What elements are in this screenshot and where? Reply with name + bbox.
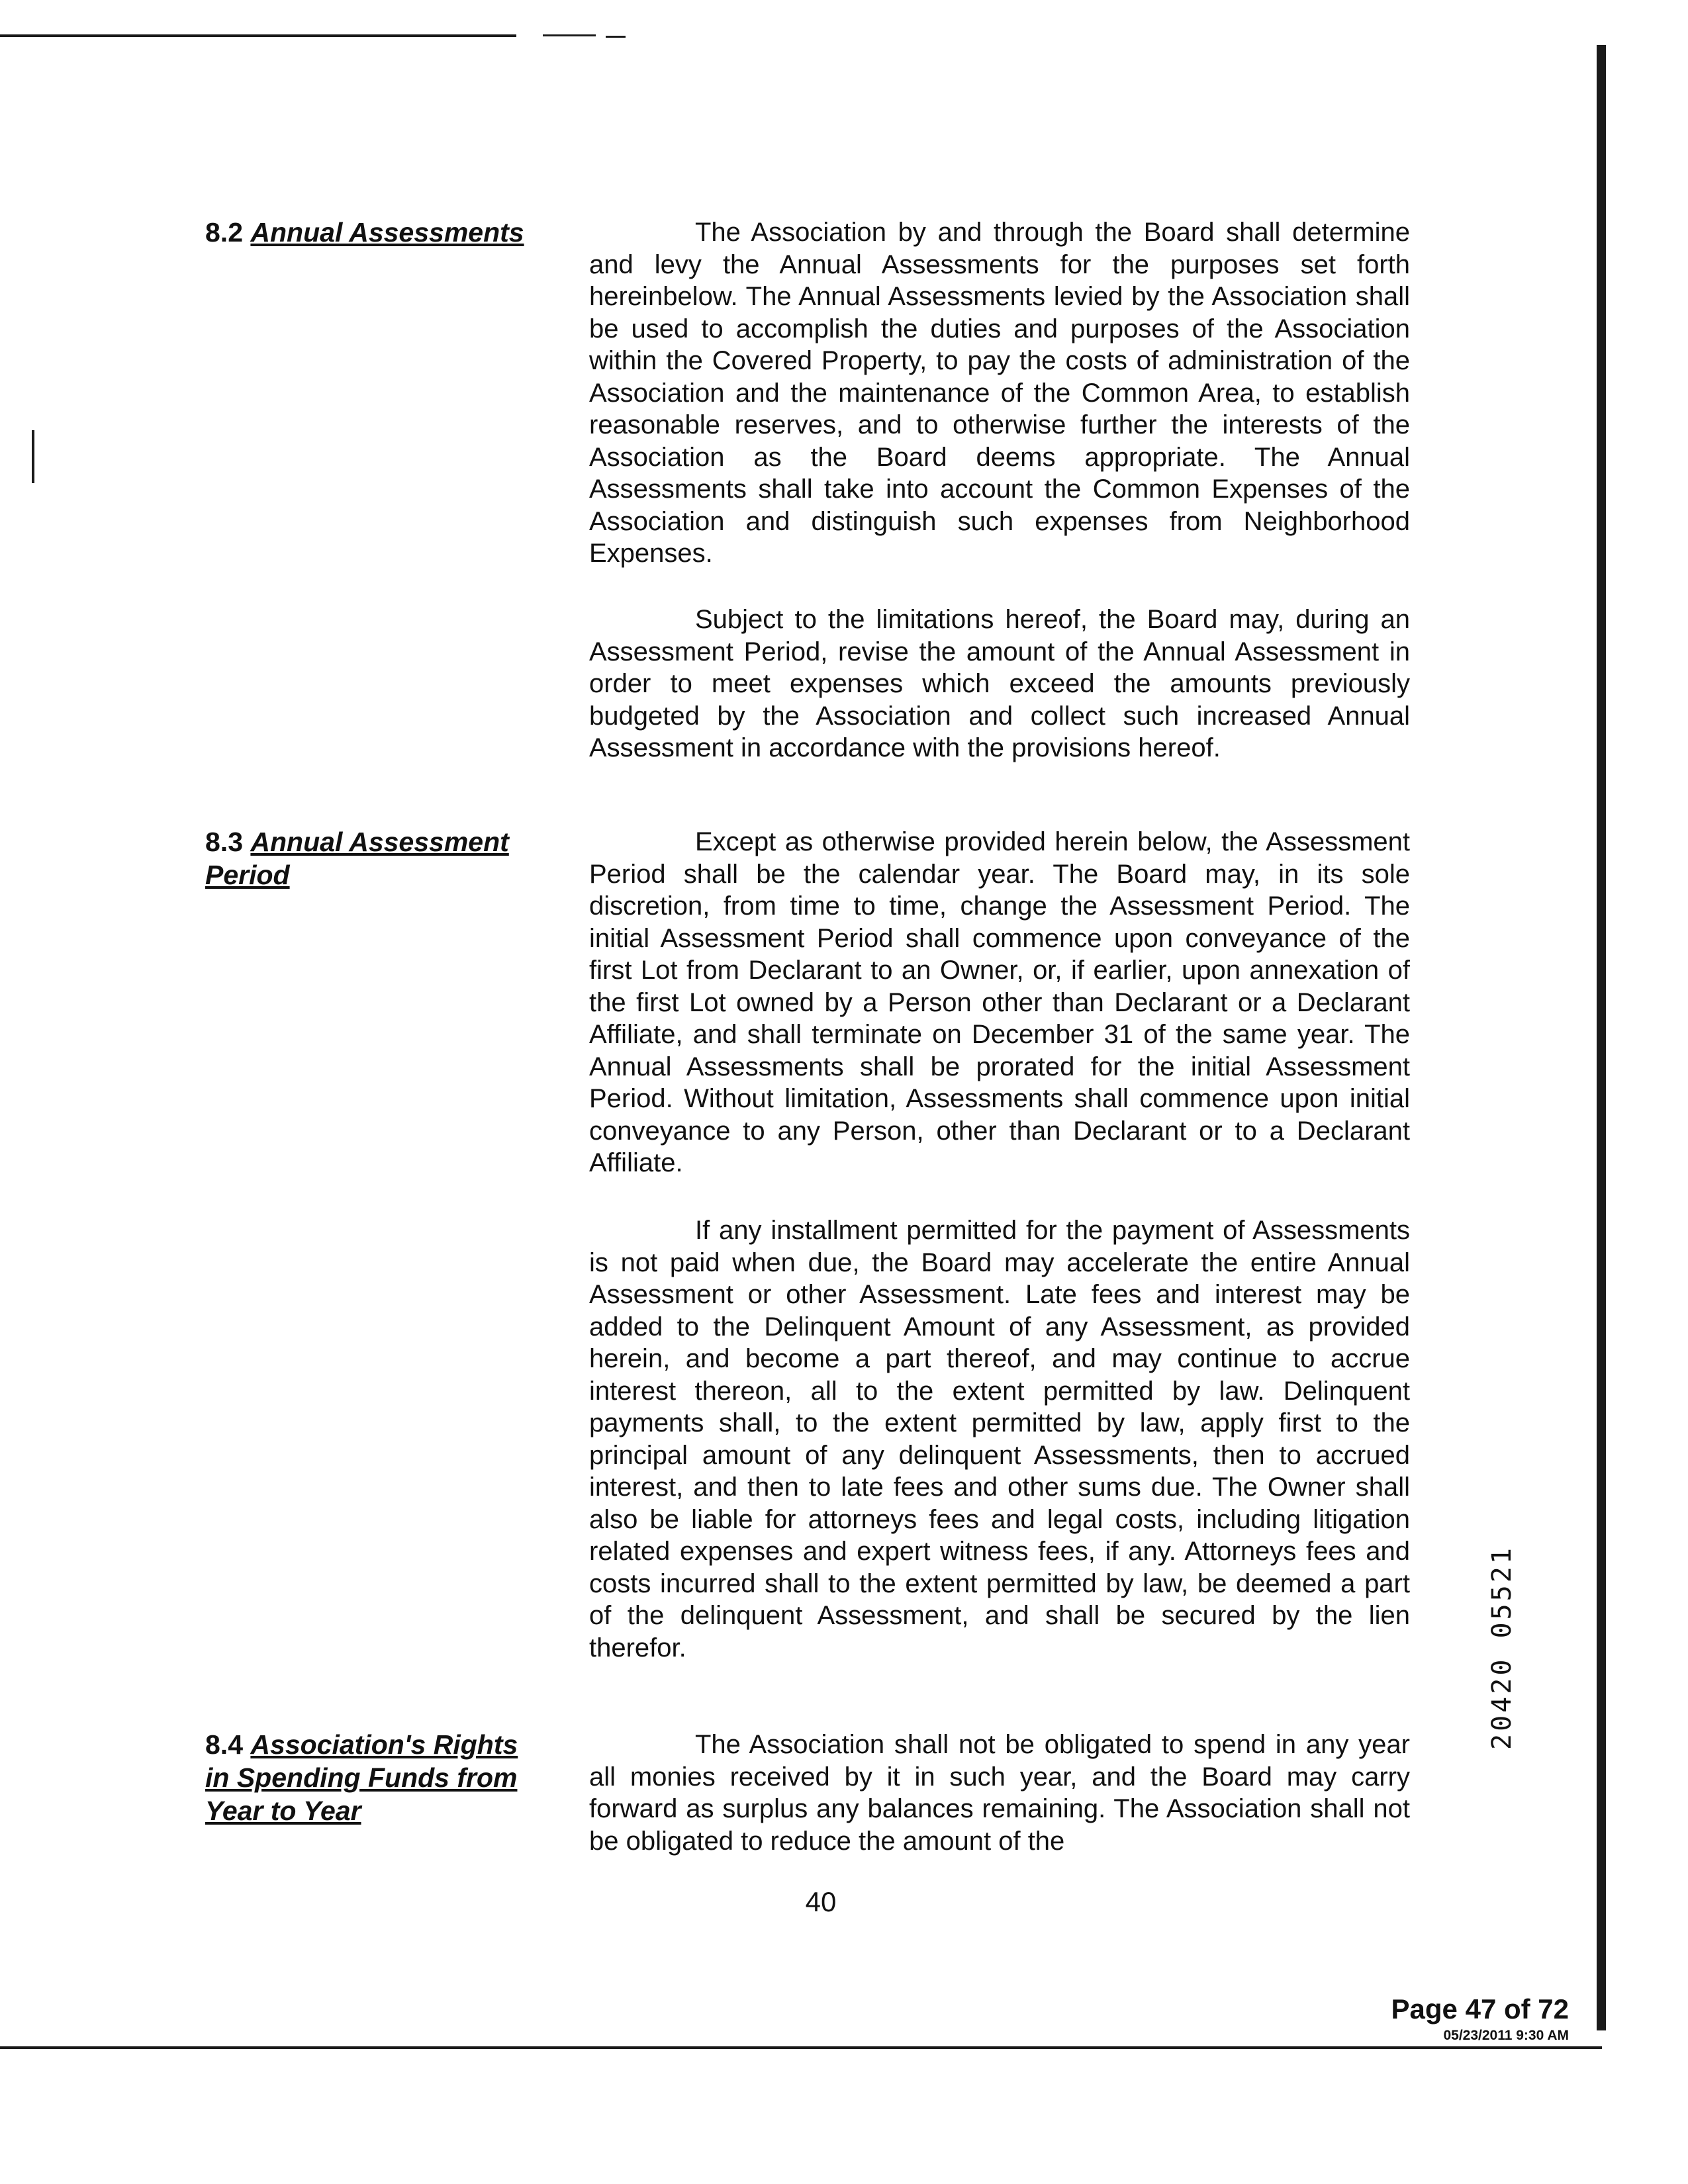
bottom-rule <box>0 2046 1602 2049</box>
right-edge-bar <box>1597 45 1606 2030</box>
section-8-2-heading <box>205 216 549 249</box>
top-rule-dash <box>606 36 626 38</box>
section-8-4-heading <box>205 1728 549 1827</box>
left-margin-mark <box>32 430 34 483</box>
page-number: 40 <box>805 1886 837 1917</box>
section-8-3-paragraph-1: Except as otherwise provided herein below, the Assessment Period shall be the calendar year. The Board may, in its sole discretion, from time to time, change the Assessment Period. The initial Assessment Period shall commence upon conveyance of the first Lot from Declarant to an Owner, or, if earlier, upon annexation of the first Lot owned by a Person other than Declarant or a Declarant Affiliate, and shall terminate on December 31 of the same year. The Annual Assessments shall be prorated for the initial Assessment Period. Without limitation, Assessments shall commence upon initial conveyance to any Person, other than Declarant or to a Declarant Affiliate. <box>589 827 1410 1177</box>
top-rule-dash <box>543 34 596 36</box>
side-document-code: 20420 05521 <box>1487 1545 1517 1751</box>
section-8-3-heading <box>205 825 549 891</box>
record-timestamp: 05/23/2011 9:30 AM <box>1443 2028 1569 2043</box>
section-title: Annual Assessments <box>250 217 524 248</box>
section-8-2-paragraph-2: Subject to the limitations hereof, the Board may, during an Assessment Period, revise the amount of the Annual Assessment in order to meet expenses which exceed the amounts previously budgeted by the Association and collect such increased Annual Assessment in accordance with the provisions hereof. <box>589 605 1410 762</box>
section-8-3-paragraph-2: If any installment permitted for the payment of Assessments is not paid when due, the Board may accelerate the entire Annual Assessment or other Assessment. Late fees and interest may be added to the Delinquent Amount of any Assessment, as provided herein, and become a part thereof, and may continue to accrue interest thereon, all to the extent permitted by law. Delinquent payments shall, to the extent permitted by law, apply first to the principal amount of any delinquent Assessments, then to accrued interest, and then to late fees and other sums due. The Owner shall also be liable for attorneys fees and legal costs, including litigation related expenses and expert witness fees, if any. Attorneys fees and costs incurred shall to the extent permitted by law, be deemed a part of the delinquent Assessment, and shall be secured by the lien therefor. <box>589 1216 1410 1662</box>
page-of-count: Page 47 of 72 <box>1391 1993 1569 2025</box>
section-title: Association's Rights in Spending Funds from Year to Year <box>205 1729 518 1826</box>
section-title: Annual Assessment Period <box>205 827 509 890</box>
section-8-4-paragraph-1: The Association shall not be obligated to spend in any year all monies received by it in such year, and the Board may carry forward as surplus any balances remaining. The Association shall not be obligated to reduce the amount of the <box>589 1730 1410 1856</box>
top-rule <box>0 34 516 37</box>
section-number: 8.2 <box>205 217 243 248</box>
section-number: 8.4 <box>205 1729 243 1760</box>
section-8-2-paragraph-1: The Association by and through the Board shall determine and levy the Annual Assessments for the purposes set forth hereinbelow. The Annual Assessments levied by the Association shall be used to accomplish the duties and purposes of the Association within the Covered Property, to pay the costs of administration of the Association and the maintenance of the Common Area, to establish reasonable reserves, and to otherwise further the interests of the Association as the Board deems appropriate. The Annual Assessments shall take into account the Common Expenses of the Association and distinguish such expenses from Neighborhood Expenses. <box>589 218 1410 568</box>
section-number: 8.3 <box>205 827 243 857</box>
